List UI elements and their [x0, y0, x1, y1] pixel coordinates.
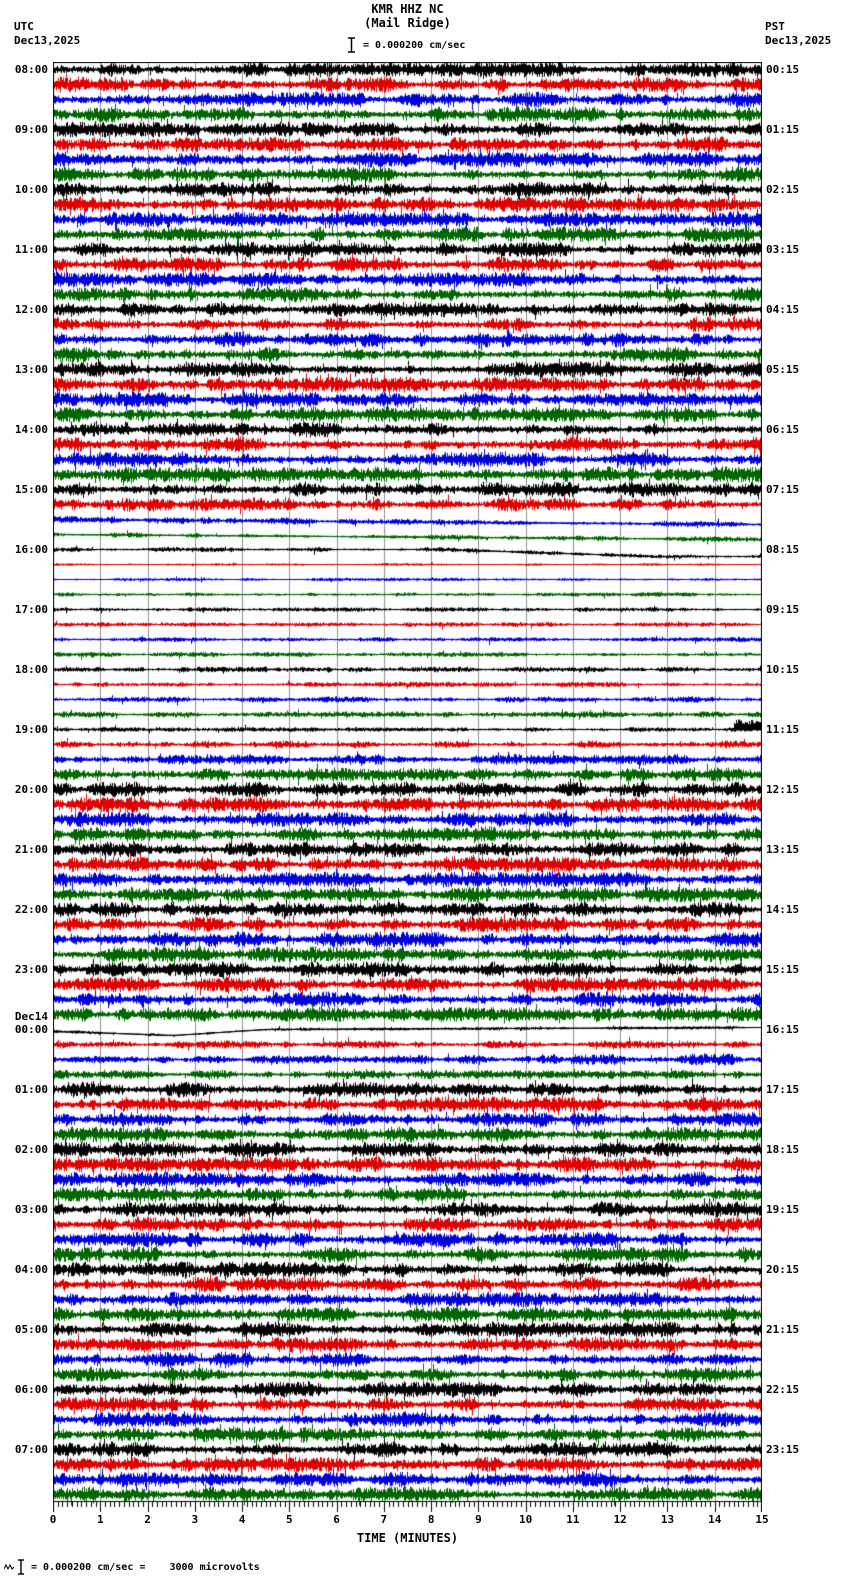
pst-hour-label: 05:15 [766, 362, 800, 376]
pst-hour-label: 15:15 [766, 962, 800, 976]
x-axis-tick-label: 12 [613, 1513, 627, 1526]
seismogram-trace-area [53, 62, 762, 1515]
utc-hour-label: 18:00 [14, 662, 48, 676]
pst-hour-label: 07:15 [766, 482, 800, 496]
pst-hour-label: 13:15 [766, 842, 800, 856]
utc-hour-label: 07:00 [14, 1442, 48, 1456]
x-axis-tick-label: 6 [333, 1513, 340, 1526]
pst-hour-label: 19:15 [766, 1202, 800, 1216]
utc-hour-label: 12:00 [14, 302, 48, 316]
amplitude-scale-legend [347, 37, 465, 53]
utc-hour-label: 14:00 [14, 422, 48, 436]
pst-hour-label: 20:15 [766, 1262, 800, 1276]
utc-date-label: Dec13,2025 [14, 34, 81, 47]
utc-hour-label: 03:00 [14, 1202, 48, 1216]
pst-hour-label: 12:15 [766, 782, 800, 796]
x-axis-tick-label: 8 [427, 1513, 435, 1526]
x-axis-tick-label: 4 [238, 1513, 246, 1526]
scale-bar-icon [347, 37, 356, 53]
x-axis-tick-label: 5 [286, 1513, 293, 1526]
pst-hour-label: 23:15 [766, 1442, 800, 1456]
x-axis-tick-label: 15 [755, 1513, 769, 1526]
pst-timezone-label: PST [765, 20, 785, 33]
utc-hour-label: 00:00 [14, 1022, 48, 1036]
x-axis-tick-label: 10 [519, 1513, 533, 1526]
pst-hour-label: 21:15 [766, 1322, 800, 1336]
utc-hour-label: 17:00 [14, 602, 48, 616]
utc-hour-label: 23:00 [14, 962, 48, 976]
pst-hour-label: 06:15 [766, 422, 800, 436]
pst-hour-label: 08:15 [766, 542, 800, 556]
pst-hour-label: 09:15 [766, 602, 800, 616]
x-axis-tick-label: 1 [96, 1513, 104, 1526]
date-change-label: Dec14 [14, 1009, 48, 1023]
utc-hour-label: 16:00 [14, 542, 48, 556]
x-axis-tick-label: 7 [380, 1513, 388, 1526]
utc-hour-label: 09:00 [14, 122, 48, 136]
utc-hour-label: 22:00 [14, 902, 48, 916]
x-axis-tick-label: 11 [566, 1513, 580, 1526]
pst-hour-label: 11:15 [766, 722, 800, 736]
wiggle-icon [4, 1563, 14, 1571]
pst-date-label: Dec13,2025 [765, 34, 832, 47]
x-axis-title: TIME (MINUTES) [356, 1531, 459, 1545]
x-axis-tick-label: 14 [708, 1513, 722, 1526]
pst-hour-label: 18:15 [766, 1142, 800, 1156]
utc-hour-label: 01:00 [14, 1082, 48, 1096]
pst-hour-label: 00:15 [766, 62, 800, 76]
pst-hour-label: 16:15 [766, 1022, 800, 1036]
utc-hour-label: 08:00 [14, 62, 48, 76]
utc-timezone-label: UTC [14, 20, 34, 33]
utc-hour-label: 21:00 [14, 842, 48, 856]
x-axis-tick-label: 0 [49, 1513, 57, 1526]
utc-hour-label: 10:00 [14, 182, 48, 196]
scale-bar-icon [17, 1559, 25, 1575]
pst-hour-label: 04:15 [766, 302, 800, 316]
scale-value-label: = 0.000200 cm/sec [363, 39, 466, 51]
x-axis-tick-label: 2 [144, 1513, 151, 1526]
pst-hour-label: 10:15 [766, 662, 800, 676]
station-subtitle: (Mail Ridge) [364, 16, 451, 30]
station-title: KMR HHZ NC [371, 2, 444, 16]
x-axis-tick-label: 3 [191, 1513, 199, 1526]
x-axis-tick-label: 9 [475, 1513, 482, 1526]
footer-scale-text: = 0.000200 cm/sec = 3000 microvolts [31, 1561, 260, 1573]
pst-hour-label: 17:15 [766, 1082, 800, 1096]
pst-hour-label: 02:15 [766, 182, 800, 196]
pst-hour-label: 03:15 [766, 242, 800, 256]
utc-hour-label: 11:00 [14, 242, 48, 256]
utc-hour-label: 20:00 [14, 782, 48, 796]
utc-hour-label: 02:00 [14, 1142, 48, 1156]
x-axis-tick-label: 13 [660, 1513, 675, 1526]
utc-hour-label: 06:00 [14, 1382, 48, 1396]
utc-hour-label: 13:00 [14, 362, 48, 376]
utc-hour-label: 05:00 [14, 1322, 48, 1336]
pst-hour-label: 22:15 [766, 1382, 800, 1396]
footer-scale-legend [4, 1558, 260, 1576]
pst-hour-label: 01:15 [766, 122, 800, 136]
utc-hour-label: 04:00 [14, 1262, 48, 1276]
utc-hour-label: 19:00 [14, 722, 48, 736]
pst-hour-label: 14:15 [766, 902, 800, 916]
utc-hour-label: 15:00 [14, 482, 48, 496]
